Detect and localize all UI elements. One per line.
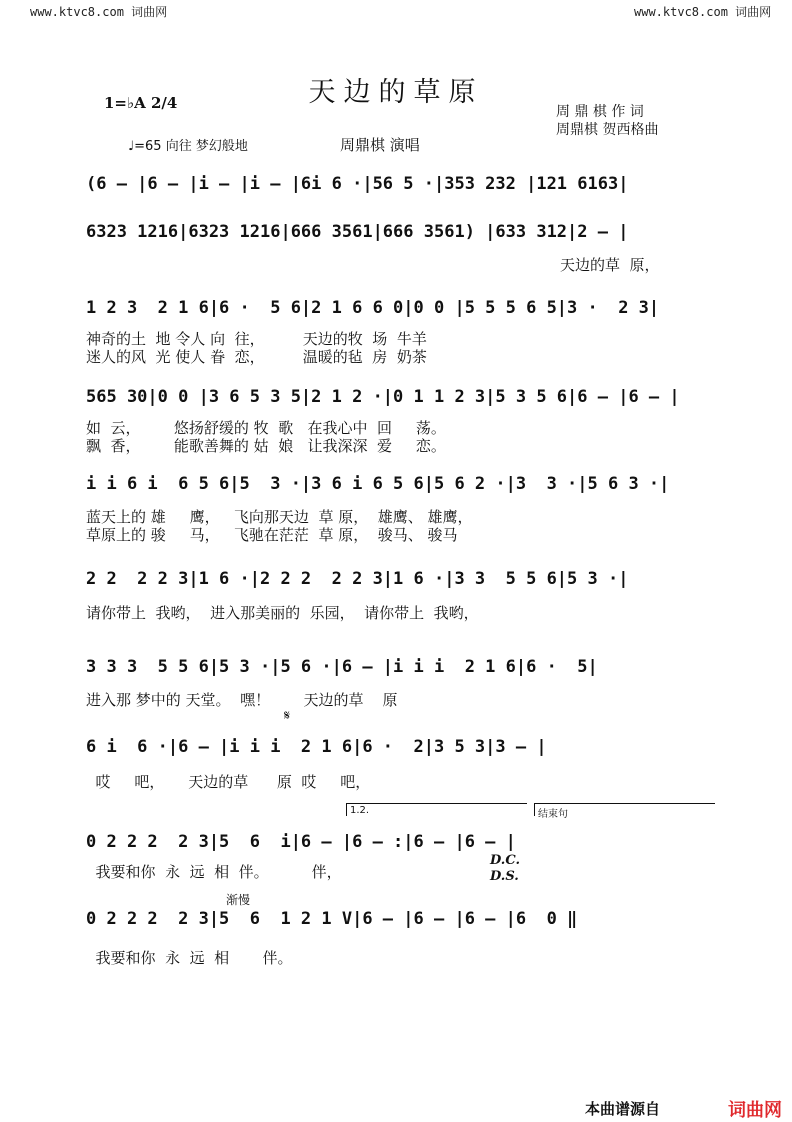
score-row-8: 6 i 6 ·|6 – |i i i 2 1 6|6 · 2|3 5 3|3 – | [86, 737, 547, 757]
dc-mark: D.C. [490, 853, 520, 868]
lyrics-row-6: 请你带上 我哟， 进入那美丽的 乐园， 请你带上 我哟， [86, 604, 479, 622]
lyrics-row-10: 我要和你 永 远 相 伴。 [86, 949, 293, 967]
credits [556, 103, 658, 139]
lyrics-row-4a: 如 云， 悠扬舒缓的 牧 歌 在我心中 回 荡。 [86, 419, 446, 437]
site-logo[interactable]: 词曲网 [728, 1100, 782, 1121]
key-signature: 1=♭A 2/4 [104, 94, 178, 112]
lyrics-row-8: 哎 吧， 天边的草 原 哎 吧， [86, 773, 371, 791]
lyrics-row-5b: 草原上的 骏 马， 飞驰在茫茫 草 原， 骏马、 骏马 [86, 526, 458, 544]
score-row-9: 0 2 2 2 2 3|5 6 i|6 – |6 – :|6 – |6 – | [86, 832, 516, 852]
lyrics-row-3b: 迷人的风 光 使人 眷 恋， 温暖的毡 房 奶茶 [86, 348, 427, 366]
lyrics-row-7: 进入那 梦中的 天堂。 嘿！ 天边的草 原 [86, 691, 398, 709]
lyricist: 周 鼎 棋 作 词 [556, 104, 644, 120]
score-row-6: 2 2 2 2 3|1 6 ·|2 2 2 2 2 3|1 6 ·|3 3 5 5 6|5 3 ·| [86, 569, 629, 589]
lyrics-row-3a: 神奇的土 地 令人 向 往， 天边的牧 场 牛羊 [86, 330, 427, 348]
ds-mark: D.S. [490, 869, 519, 884]
rit-mark: 渐慢 [226, 893, 251, 907]
score-row-2: 6323 1216|6323 1216|666 3561|666 3561) |633 312|2 – | [86, 222, 629, 242]
score-row-4: 565 30|0 0 |3 6 5 3 5|2 1 2 ·|0 1 1 2 3|5 3 5 6|6 – |6 – | [86, 387, 680, 407]
segno-icon: 𝄋 [284, 708, 291, 724]
lyrics-row-9: 我要和你 永 远 相 伴。 伴， [86, 863, 342, 881]
score-row-1: (6 – |6 – |i – |i – |6i 6 ·|56 5 ·|353 232 |121 6163| [86, 174, 629, 194]
lyrics-row-2: 天边的草 原， [560, 256, 660, 274]
volta-label: 1.2. [350, 805, 370, 816]
volta-bracket [346, 803, 527, 816]
score-row-3: 1 2 3 2 1 6|6 · 5 6|2 1 6 6 0|0 0 |5 5 5 6 5|3 · 2 3| [86, 298, 660, 318]
source-label: 本曲谱源自 [585, 1100, 661, 1118]
score-row-10: 0 2 2 2 2 3|5 6 1 2 1 V|6 – |6 – |6 – |6 0 ‖ [86, 909, 578, 929]
watermark-left: www.ktvc8.com 词曲网 [30, 5, 168, 19]
watermark-right: www.ktvc8.com 词曲网 [634, 5, 772, 19]
ending-bracket [534, 803, 715, 816]
ending-label: 结束句 [538, 809, 568, 820]
song-title: 天边的草原 [308, 77, 484, 108]
composer: 周鼎棋 贺西格曲 [556, 122, 659, 138]
score-row-7: 3 3 3 5 5 6|5 3 ·|5 6 ·|6 – |i i i 2 1 6|6 · 5| [86, 657, 598, 677]
lyrics-row-5a: 蓝天上的 雄 鹰， 飞向那天边 草 原， 雄鹰、 雄鹰， [86, 508, 473, 526]
tempo-marking: ♩=65 向往 梦幻般地 [128, 139, 248, 154]
singer: 周鼎棋 演唱 [340, 136, 420, 154]
lyrics-row-4b: 飘 香， 能歌善舞的 姑 娘 让我深深 爱 恋。 [86, 437, 446, 455]
score-row-5: i i 6 i 6 5 6|5 3 ·|3 6 i 6 5 6|5 6 2 ·|3 3 ·|5 6 3 ·| [86, 474, 670, 494]
